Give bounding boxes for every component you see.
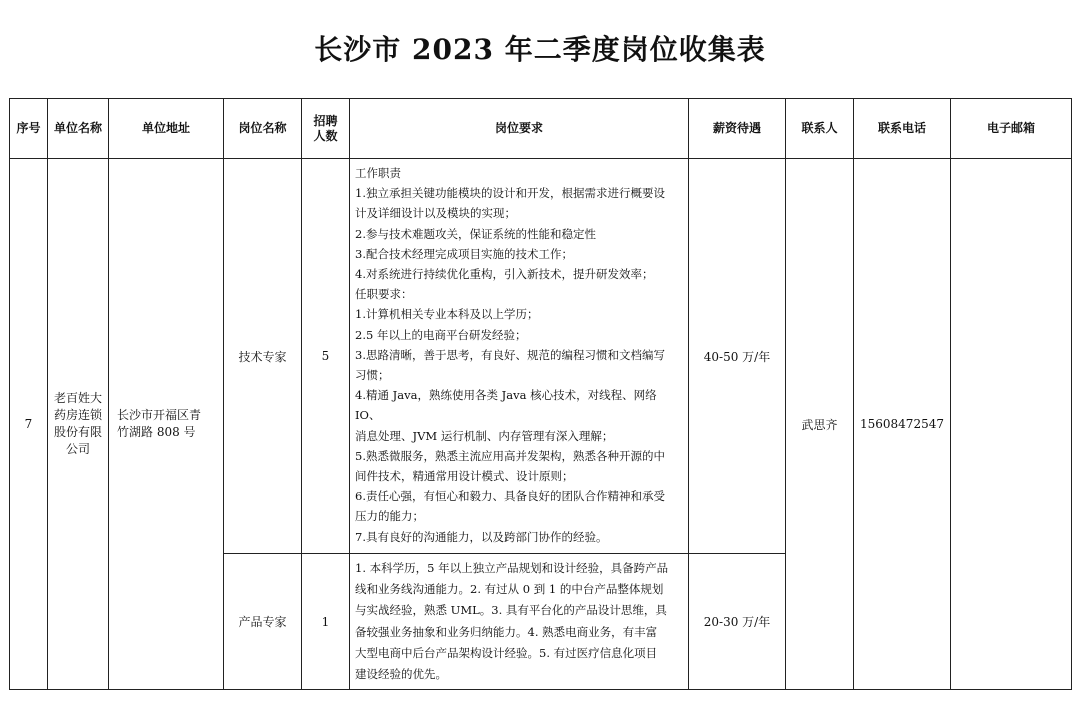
company-line: 药房连锁: [53, 408, 102, 423]
requirement-line: 1.独立承担关键功能模块的设计和开发，根据需求进行概要设: [355, 186, 665, 201]
company-line: 老百姓大: [53, 391, 102, 406]
requirement-line: 备较强业务抽象和业务归纳能力。4. 熟悉电商业务，有丰富: [355, 624, 658, 639]
cell-address: [109, 159, 224, 690]
cell-phone: 15608472547: [854, 159, 951, 690]
header-company: 单位名称: [48, 99, 109, 159]
cell-position-name: 产品专家: [224, 554, 302, 690]
requirement-line: 2.参与技术难题攻关，保证系统的性能和稳定性: [355, 226, 596, 241]
header-phone: 联系电话: [854, 99, 951, 159]
header-count-line2: 人数: [313, 128, 338, 143]
header-address: 单位地址: [109, 99, 224, 159]
requirement-line: 任职要求：: [355, 287, 413, 302]
requirement-line: 4.精通 Java，熟练使用各类 Java 核心技术，对线程、网络 IO、: [355, 388, 657, 423]
cell-position-name: 技术专家: [224, 159, 302, 554]
cell-contact: 武思齐: [786, 159, 854, 690]
header-index: 序号: [10, 99, 48, 159]
requirement-line: 大型电商中后台产品架构设计经验。5. 有过医疗信息化项目: [355, 645, 658, 660]
requirement-line: 1. 本科学历，5 年以上独立产品规划和设计经验，具备跨产品: [355, 561, 669, 575]
requirement-line: 1.计算机相关专业本科及以上学历；: [355, 307, 539, 322]
requirement-line: 4.对系统进行持续优化重构，引入新技术，提升研发效率；: [355, 267, 654, 282]
cell-company: [48, 159, 109, 690]
table-row: [10, 159, 1072, 554]
requirement-line: 计及详细设计以及模块的实现；: [355, 206, 516, 221]
header-requirements: 岗位要求: [350, 99, 689, 159]
header-email: 电子邮箱: [951, 99, 1072, 159]
header-count: [302, 99, 350, 159]
cell-email: [951, 159, 1072, 690]
cell-requirements: [350, 159, 689, 554]
requirement-line: 习惯；: [355, 368, 390, 383]
address-line: 长沙市开福区青: [117, 408, 202, 423]
cell-position-count: 1: [302, 554, 350, 690]
header-position: 岗位名称: [224, 99, 302, 159]
header-row: [10, 99, 1072, 159]
page-title: 长沙市 2023 年二季度岗位收集表: [314, 33, 766, 66]
requirement-line: 6.责任心强，有恒心和毅力、具备良好的团队合作精神和承受: [355, 489, 665, 504]
cell-requirements: [350, 554, 689, 690]
cell-salary: 40-50 万/年: [689, 159, 786, 554]
company-line: 公司: [65, 442, 90, 457]
requirement-line: 2.5 年以上的电商平台研发经验；: [355, 327, 527, 342]
company-line: 股份有限: [53, 425, 102, 440]
requirement-line: 与实战经验，熟悉 UML。3. 具有平台化的产品设计思维，具: [355, 603, 667, 618]
header-contact: 联系人: [786, 99, 854, 159]
requirement-line: 7.具有良好的沟通能力，以及跨部门协作的经验。: [355, 529, 608, 544]
cell-index: 7: [10, 159, 48, 690]
header-salary: 薪资待遇: [689, 99, 786, 159]
requirement-line: 3.配合技术经理完成项目实施的技术工作；: [355, 246, 573, 261]
cell-salary: 20-30 万/年: [689, 554, 786, 690]
requirement-line: 压力的能力；: [355, 509, 424, 524]
job-table: [9, 98, 1072, 690]
address-line: 竹湖路 808 号: [117, 425, 196, 440]
requirement-line: 工作职责: [355, 166, 401, 180]
requirement-line: 间件技术，精通常用设计模式、设计原则；: [355, 469, 574, 484]
header-count-line1: 招聘: [313, 113, 338, 128]
requirement-line: 线和业务线沟通能力。2. 有过从 0 到 1 的中台产品整体规划: [355, 582, 664, 597]
requirement-line: 3.思路清晰，善于思考，有良好、规范的编程习惯和文档编写: [355, 347, 665, 362]
requirement-line: 建设经验的优先。: [355, 667, 447, 682]
cell-position-count: 5: [302, 159, 350, 554]
requirement-line: 5.熟悉微服务，熟悉主流应用高并发架构，熟悉各种开源的中: [355, 448, 665, 463]
requirement-line: 消息处理、JVM 运行机制、内存管理有深入理解；: [355, 428, 614, 443]
